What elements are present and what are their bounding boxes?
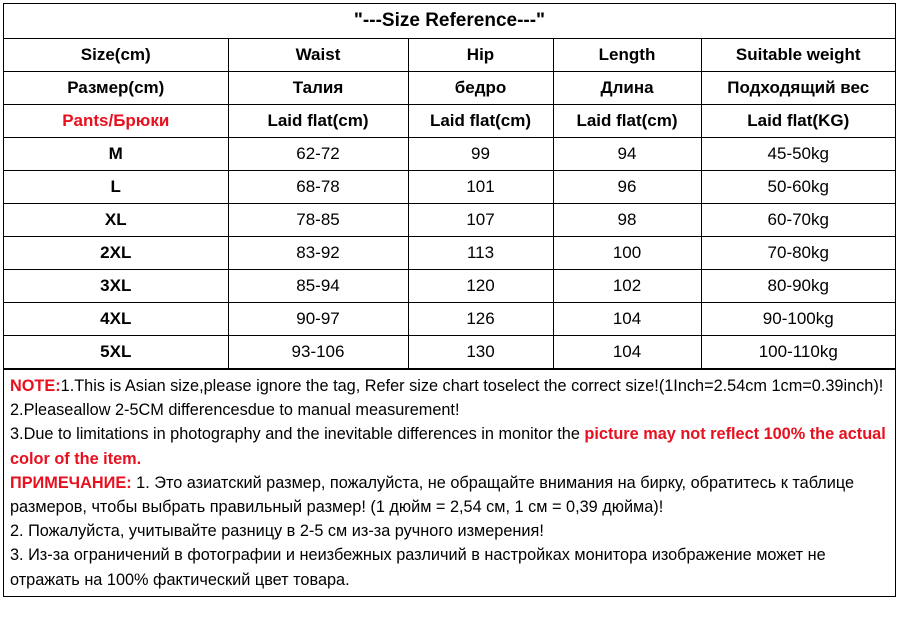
waist-cell: 62-72 <box>228 138 408 171</box>
waist-cell: 78-85 <box>228 204 408 237</box>
length-cell: 94 <box>553 138 701 171</box>
hip-cell: 120 <box>408 270 553 303</box>
size-reference-title: "---Size Reference---" <box>4 4 895 39</box>
weight-cell: 45-50kg <box>701 138 895 171</box>
length-cell: 96 <box>553 171 701 204</box>
length-cell: 102 <box>553 270 701 303</box>
waist-cell: 85-94 <box>228 270 408 303</box>
size-table <box>4 39 895 369</box>
waist-cell: 83-92 <box>228 237 408 270</box>
weight-cell: 90-100kg <box>701 303 895 336</box>
table-row <box>4 270 895 303</box>
weight-cell: 50-60kg <box>701 171 895 204</box>
header-cell: Талия <box>228 72 408 105</box>
header-cell: Подходящий вес <box>701 72 895 105</box>
note-1 <box>10 374 889 398</box>
weight-cell: 60-70kg <box>701 204 895 237</box>
hip-cell: 126 <box>408 303 553 336</box>
header-row-ru <box>4 72 895 105</box>
hip-cell: 113 <box>408 237 553 270</box>
header-cell: бедро <box>408 72 553 105</box>
header-cell: Laid flat(cm) <box>553 105 701 138</box>
notes-section <box>4 369 895 596</box>
size-cell: 5XL <box>4 336 228 369</box>
hip-cell: 101 <box>408 171 553 204</box>
size-cell: M <box>4 138 228 171</box>
header-cell: Waist <box>228 39 408 72</box>
table-row <box>4 303 895 336</box>
table-row <box>4 138 895 171</box>
header-cell: Suitable weight <box>701 39 895 72</box>
hip-cell: 130 <box>408 336 553 369</box>
ru-note-2: 2. Пожалуйста, учитывайте разницу в 2-5 см из-за ручного измерения! <box>10 522 544 541</box>
size-reference-sheet <box>3 3 896 597</box>
size-cell: XL <box>4 204 228 237</box>
header-row-en <box>4 39 895 72</box>
header-cell: Laid flat(KG) <box>701 105 895 138</box>
waist-cell: 93-106 <box>228 336 408 369</box>
header-row-units <box>4 105 895 138</box>
header-cell: Laid flat(cm) <box>408 105 553 138</box>
ru-note-3: 3. Из-за ограничений в фотографии и неизбежных различий в настройках монитора изображение может не отражать на 100% фактический цвет товара. <box>10 546 826 589</box>
size-cell: 4XL <box>4 303 228 336</box>
hip-cell: 99 <box>408 138 553 171</box>
length-cell: 98 <box>553 204 701 237</box>
header-cell: Laid flat(cm) <box>228 105 408 138</box>
size-table-body <box>4 39 895 369</box>
length-cell: 104 <box>553 336 701 369</box>
table-row <box>4 171 895 204</box>
size-cell: 2XL <box>4 237 228 270</box>
note-2: 2.Pleaseallow 2-5CM differencesdue to manual measurement! <box>10 401 460 420</box>
ru-note-label: ПРИМЕЧАНИЕ: <box>10 473 132 492</box>
note-label: NOTE: <box>10 377 61 395</box>
weight-cell: 70-80kg <box>701 237 895 270</box>
size-cell: L <box>4 171 228 204</box>
pants-label: Pants/Брюки <box>4 105 228 138</box>
note-3-text: 3.Due to limitations in photography and the inevitable differences in monitor the <box>10 425 585 444</box>
table-row <box>4 204 895 237</box>
hip-cell: 107 <box>408 204 553 237</box>
header-cell: Size(cm) <box>4 39 228 72</box>
table-row <box>4 336 895 369</box>
note-1-text: 1.This is Asian size,please ignore the tag, Refer size chart toselect the correct size!(1Inch=2.54cm 1cm=0.39inch)! <box>60 377 884 395</box>
weight-cell: 80-90kg <box>701 270 895 303</box>
weight-cell: 100-110kg <box>701 336 895 369</box>
length-cell: 100 <box>553 237 701 270</box>
header-cell: Длина <box>553 72 701 105</box>
header-cell: Hip <box>408 39 553 72</box>
header-cell: Размер(cm) <box>4 72 228 105</box>
ru-note-1 <box>10 471 889 519</box>
header-cell: Length <box>553 39 701 72</box>
ru-note-1-text: 1. Это азиатский размер, пожалуйста, не обращайте внимания на бирку, обратитесь к таблице размеров, чтобы выбрать правильный размер! (1 дюйм = 2,54 см, 1 см = 0,39 дюйма)! <box>10 473 855 517</box>
note-3 <box>10 422 889 470</box>
size-cell: 3XL <box>4 270 228 303</box>
waist-cell: 68-78 <box>228 171 408 204</box>
table-row <box>4 237 895 270</box>
note-3-warning: picture may not reflect 100% the actual color of the item. <box>10 425 886 468</box>
waist-cell: 90-97 <box>228 303 408 336</box>
length-cell: 104 <box>553 303 701 336</box>
